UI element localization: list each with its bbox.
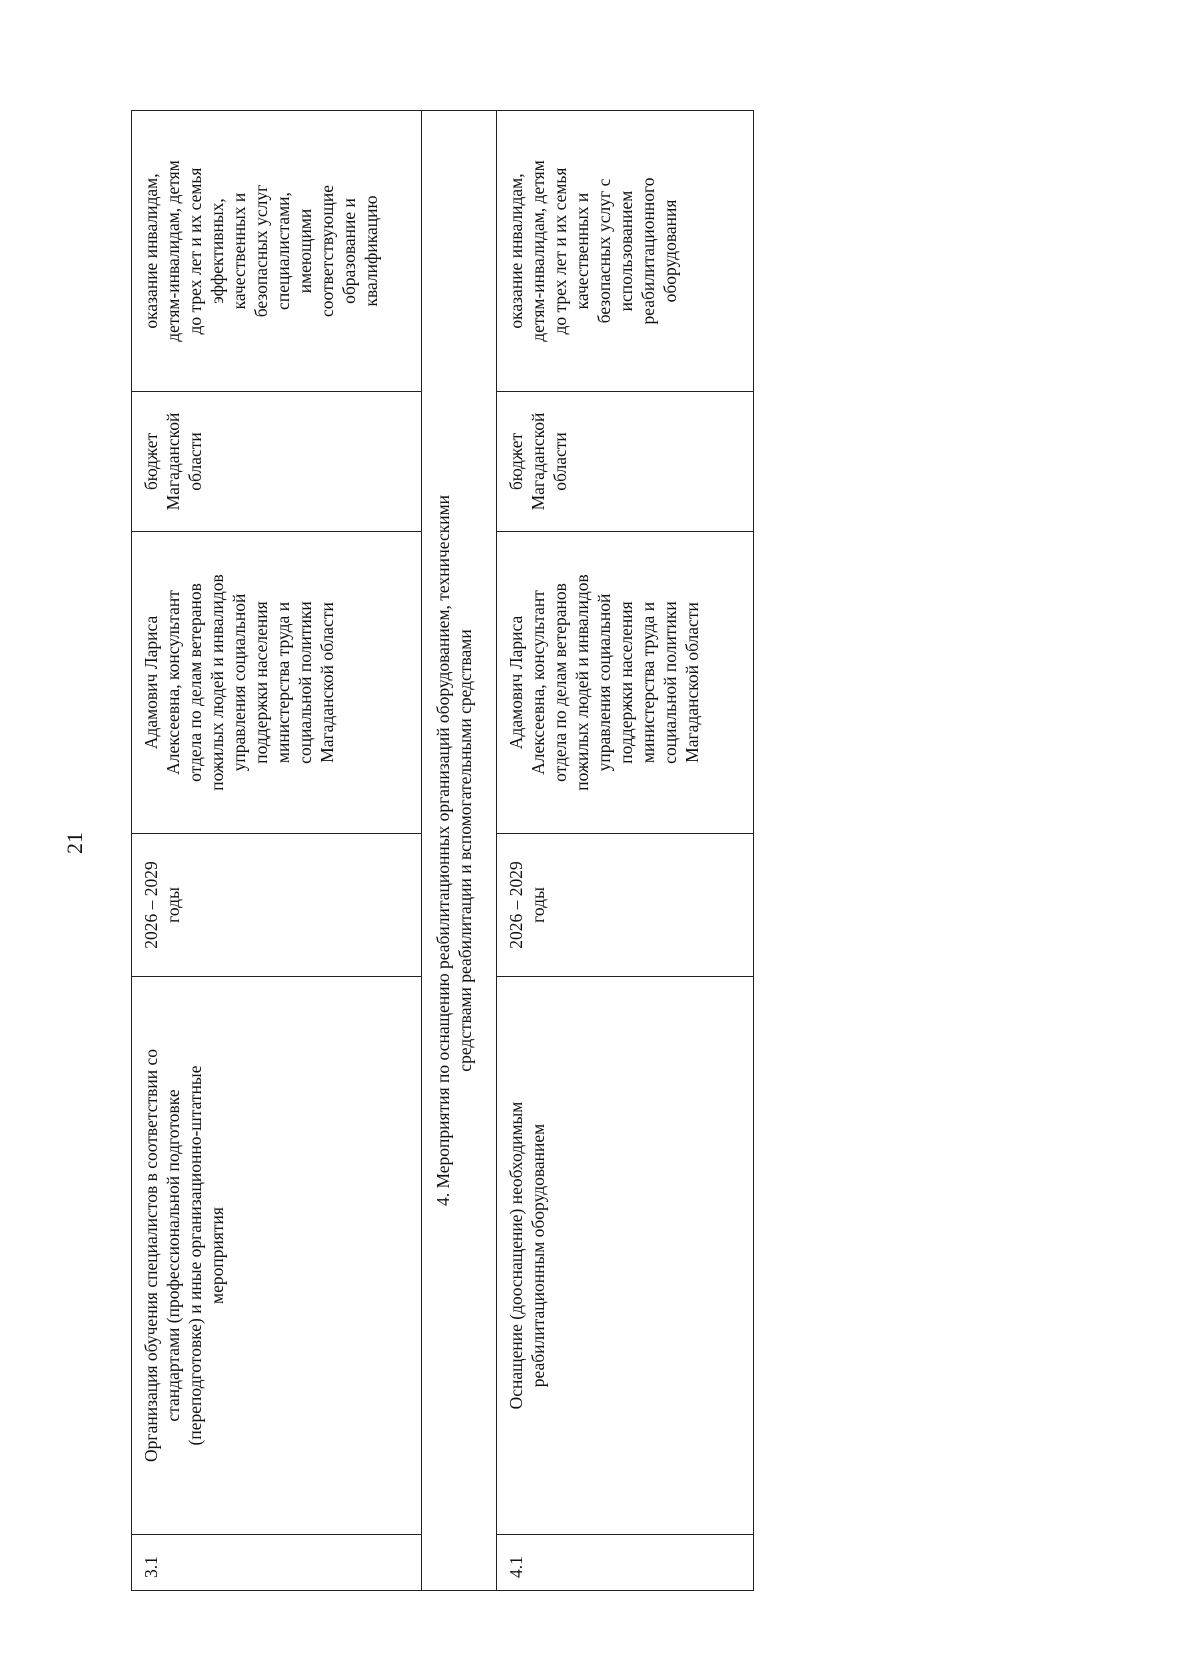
term-cell bbox=[132, 834, 422, 977]
section-title: 4. Мероприятия по оснащению реабилитационных организаций оборудованием, техническими средствами реабилитации и вспомогательными средствами bbox=[433, 494, 475, 1207]
measure-name-cell bbox=[132, 977, 422, 1535]
executor: Адамович Лариса Алексеевна, консультант отдела по делам ветеранов пожилых людей и инвалидов управления социальной поддержки населения министерства труда и социальной политики Магаданской области bbox=[141, 574, 337, 791]
row-number-cell bbox=[497, 1535, 754, 1591]
executor-cell bbox=[132, 532, 422, 834]
row-number: 3.1 bbox=[141, 1556, 161, 1578]
expected-result: оказание инвалидам, детям-инвалидам, детям до трех лет и их семья эффективных, качественных и безопасных услуг специалистами, имеющими соответствующие образование и квалификацию bbox=[141, 160, 381, 342]
term: 2026 – 2029 годы bbox=[141, 861, 183, 949]
funding-cell bbox=[497, 392, 754, 532]
term: 2026 – 2029 годы bbox=[506, 861, 548, 949]
funding-source: бюджет Магаданской области bbox=[506, 412, 570, 511]
result-cell bbox=[497, 111, 754, 392]
table-row-4-1 bbox=[497, 111, 754, 1591]
measure-name-cell bbox=[497, 977, 754, 1535]
funding-cell bbox=[132, 392, 422, 532]
section-row-4 bbox=[422, 111, 497, 1591]
executor: Адамович Лариса Алексеевна, консультант отдела по делам ветеранов пожилых людей и инвалидов управления социальной поддержки населения министерства труда и социальной политики Магаданской области bbox=[506, 574, 702, 791]
row-number: 4.1 bbox=[506, 1556, 526, 1578]
measure-name: Организация обучения специалистов в соответствии со стандартами (профессиональной подготовке (переподготовке) и иные организационно-штатные мероприятия bbox=[141, 1049, 227, 1462]
measures-table bbox=[131, 110, 754, 1591]
expected-result: оказание инвалидам, детям-инвалидам, детям до трех лет и их семья качественных и безопасных услуг с использованием реабилитационного оборудования bbox=[506, 160, 680, 342]
executor-cell bbox=[497, 532, 754, 834]
funding-source: бюджет Магаданской области bbox=[141, 412, 205, 511]
measure-name: Оснащение (дооснащение) необходимым реабилитационным оборудованием bbox=[506, 1101, 548, 1410]
row-number-cell bbox=[132, 1535, 422, 1591]
term-cell bbox=[497, 834, 754, 977]
result-cell bbox=[132, 111, 422, 392]
page-number: 21 bbox=[62, 832, 87, 854]
section-title-cell bbox=[422, 111, 497, 1591]
table-row-3-1 bbox=[132, 111, 422, 1591]
